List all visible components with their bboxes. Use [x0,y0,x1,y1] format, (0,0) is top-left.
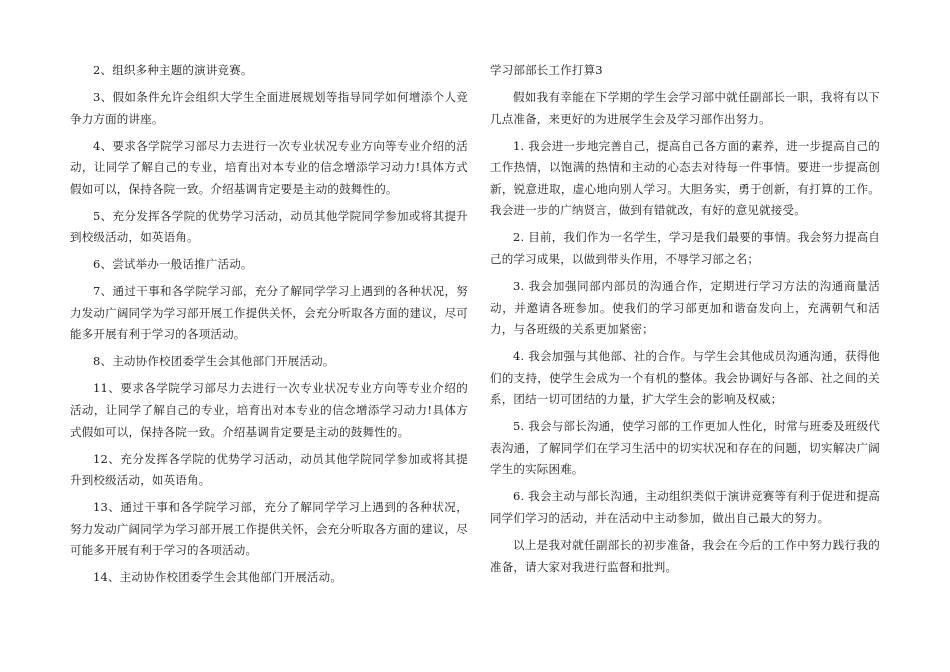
paragraph: 11、要求各学院学习部尽力去进行一次专业状况专业方向等专业介绍的活动，让同学了解自己的专业，培育出对本专业的信念增添学习动力!具体方式假如可以，保持各院一致。介绍基调肯定要是主动的鼓舞性的。 [70,381,468,439]
paragraph: 2、组织多种主题的演讲竞赛。 [93,63,253,77]
paragraph: 6、尝试举办一般话推广活动。 [93,257,253,272]
paragraph: 8、主动协作校团委学生会其他部门开展活动。 [93,354,335,369]
paragraph: 14、主动协作校团委学生会其他部门开展活动。 [93,570,343,585]
paragraph: 4. 我会加强与其他部、社的合作。与学生会其他成员沟通沟通，获得他们的支持，使学生会成为一个有机的整体。我会协调好与各部、社之间的关系，团结一切可团结的力量，扩大学生会的影响及权威； [490,349,880,407]
paragraph: 5、充分发挥各学院的优势学习活动，动员其他学院同学参加或将其提升到校级活动，如英语角。 [70,208,468,245]
paragraph: 3. 我会加强同部内部员的沟通合作，定期进行学习方法的沟通商量活动，并邀请各班参加。使我们的学习部更加和谐奋发向上，充满朝气和活力，与各班级的关系更加紧密； [490,278,880,337]
paragraph: 1. 我会进一步地完善自己，提高自己各方面的素养，进一步提高自己的工作热情，以饱满的热情和主动的心态去对待每一件事情。要进一步提高创新，锐意进取，虚心地向别人学习。大胆务实，勇于创新，有打算的工作。我会进一步的广纳贤言，做到有错就改，有好的意见就接受。 [490,138,880,218]
paragraph: 2. 目前，我们作为一名学生，学习是我们最要的事情。我会努力提高自己的学习成果，以做到带头作用，不辱学习部之名； [490,230,880,266]
paragraph: 12、充分发挥各学院的优势学习活动，动员其他学院同学参加或将其提升到校级活动，如英语角。 [70,451,468,488]
paragraph: 假如我有幸能在下学期的学生会学习部中就任副部长一职，我将有以下几点准备，来更好的为进展学生会及学习部作出努力。 [490,89,880,126]
paragraph: 5. 我会与部长沟通，使学习部的工作更加人性化，时常与班委及班级代表沟通，了解同学们在学习生活中的切实状况和存在的问题，切实解决广阔学生的实际困难。 [490,419,880,477]
section-title: 学习部部长工作打算3 [490,63,603,77]
left-column [70,60,468,594]
right-column [490,60,880,584]
paragraph: 13、通过干事和各学院学习部，充分了解同学学习上遇到的各种状况，努力发动广阔同学为学习部开展工作提供关怀，会充分听取各方面的建议，尽可能多开展有利于学习的各项活动。 [70,500,468,558]
paragraph: 7、通过干事和各学院学习部，充分了解同学学习上遇到的各种状况，努力发动广阔同学为学习部开展工作提供关怀，会充分听取各方面的建议，尽可能多开展有利于学习的各项活动。 [70,284,468,342]
paragraph: 3、假如条件允许会组织大学生全面进展规划等指导同学如何增添个人竞争力方面的讲座。 [70,89,468,126]
paragraph: 6. 我会主动与部长沟通，主动组织类似于演讲竞赛等有利于促进和提高同学们学习的活动，并在活动中主动参加，做出自己最大的努力。 [490,489,880,526]
paragraph: 以上是我对就任副部长的初步准备，我会在今后的工作中努力践行我的准备，请大家对我进行监督和批判。 [490,538,880,574]
paragraph: 4、要求各学院学习部尽力去进行一次专业状况专业方向等专业介绍的活动，让同学了解自己的专业，培育出对本专业的信念增添学习动力!具体方式假如可以，保持各院一致。介绍基调肯定要是主动的鼓舞性的。 [70,138,468,196]
